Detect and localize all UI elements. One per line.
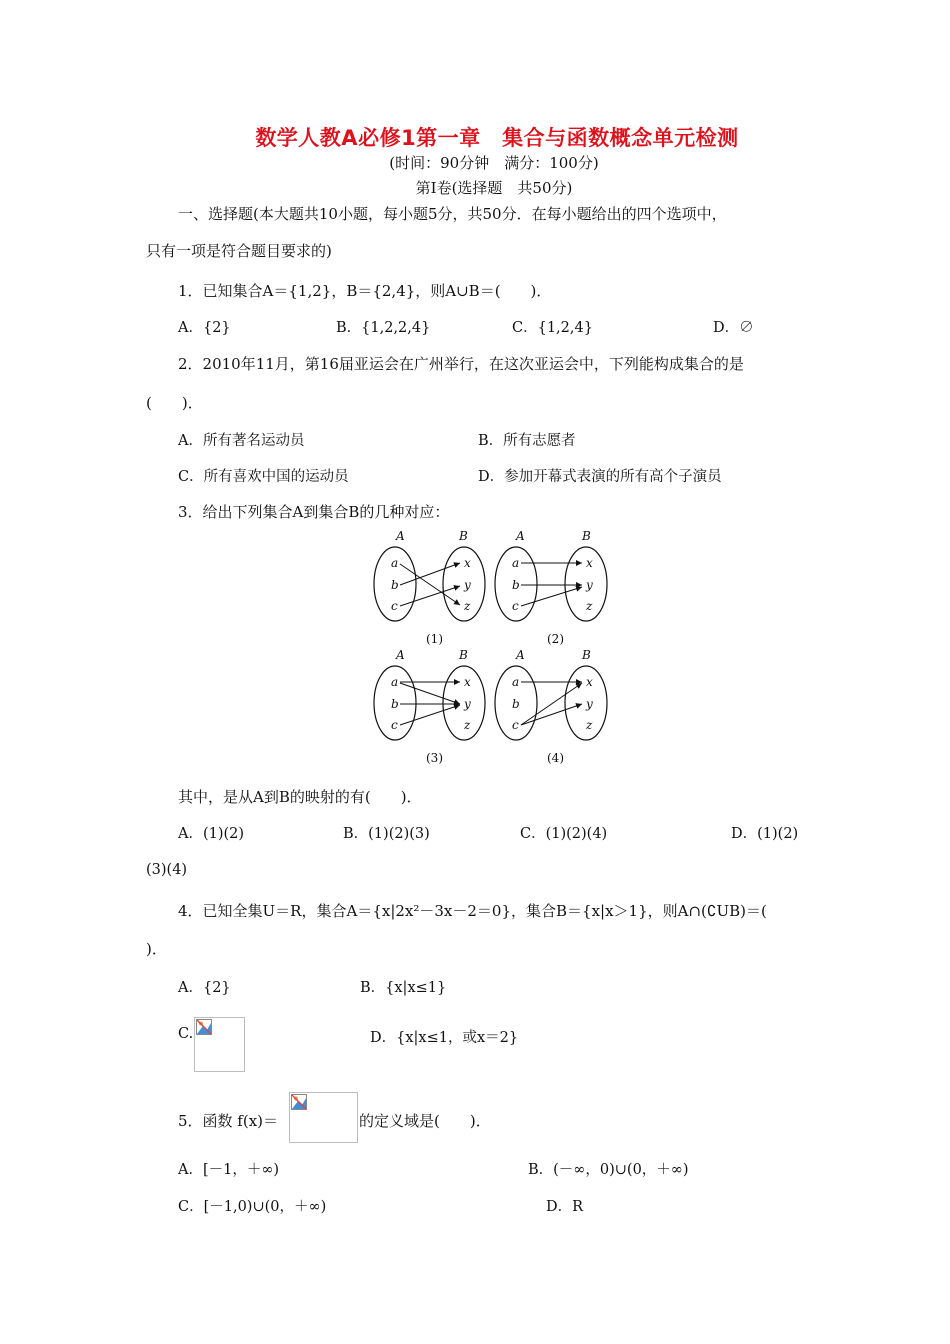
q5-option-a: A．[－1，＋∞) [178, 1162, 280, 1178]
elem-y: y [586, 697, 593, 711]
broken-image-icon [291, 1094, 307, 1110]
diagram-3-label-a: A [396, 648, 405, 662]
q5-stem-prefix: 5．函数 f(x)＝ [178, 1112, 279, 1130]
diagram-4-caption: (4) [547, 751, 564, 765]
elem-z: z [586, 599, 593, 613]
q2-option-c: C．所有喜欢中国的运动员 [178, 469, 349, 485]
q2-option-b: B．所有志愿者 [478, 433, 576, 449]
q4-stem-line1: 4．已知全集U＝R，集合A＝{x|2x²－3x－2＝0}，集合B＝{x|x＞1}，则A∩(∁UB)＝( [178, 902, 767, 920]
elem-b: b [391, 578, 399, 592]
elem-z: z [464, 599, 471, 613]
q4-stem-line2: )． [146, 940, 167, 958]
q4-option-a: A．{2} [178, 980, 231, 996]
q3-option-d: D．(1)(2) [731, 826, 799, 842]
elem-x: x [464, 556, 471, 570]
diagram-1-caption: (1) [426, 632, 443, 646]
q4-option-b: B．{x|x≤1} [360, 980, 447, 996]
q5-option-c: C．[－1,0)∪(0，＋∞) [178, 1199, 327, 1215]
elem-b: b [512, 697, 520, 711]
elem-y: y [464, 578, 471, 592]
q4-option-c: C. [178, 1026, 194, 1042]
diagram-2-label-a: A [516, 529, 525, 543]
q5-option-b: B．(－∞，0)∪(0，＋∞) [528, 1162, 689, 1178]
elem-y: y [464, 697, 471, 711]
diagram-2 [495, 529, 607, 646]
mapping-diagram [360, 527, 620, 772]
elem-c: c [391, 599, 398, 613]
q4-option-c-image [194, 1017, 245, 1072]
broken-image-icon [196, 1019, 212, 1035]
q3-question: 其中，是从A到B的映射的有( )． [178, 788, 422, 806]
elem-z: z [464, 718, 471, 732]
q3-option-a: A．(1)(2) [178, 826, 245, 842]
q1-stem: 1．已知集合A＝{1,2}，B＝{2,4}，则A∪B＝( )． [178, 282, 552, 300]
q3-option-b: B．(1)(2)(3) [343, 826, 430, 842]
elem-x: x [464, 675, 471, 689]
elem-c: c [391, 718, 398, 732]
elem-a: a [512, 675, 520, 689]
diagram-4-label-a: A [516, 648, 525, 662]
q1-option-c: C．{1,2,4} [512, 320, 593, 336]
elem-c: c [512, 599, 519, 613]
instructions-line1: 一、选择题(本大题共10小题，每小题5分，共50分．在每小题给出的四个选项中， [178, 205, 727, 223]
diagram-2-caption: (2) [547, 632, 564, 646]
diagram-3 [374, 648, 485, 765]
q3-option-c: C．(1)(2)(4) [520, 826, 608, 842]
diagram-1 [374, 529, 485, 646]
diagram-1-label-b: B [459, 529, 468, 543]
diagram-4-label-b: B [582, 648, 591, 662]
q5-option-d: D．R [546, 1199, 584, 1215]
elem-x: x [586, 675, 593, 689]
elem-x: x [586, 556, 593, 570]
elem-c: c [512, 718, 519, 732]
time-info: (时间：90分钟 满分：100分) [389, 154, 599, 172]
elem-y: y [586, 578, 593, 592]
q4-option-d: D．{x|x≤1，或x＝2} [370, 1030, 519, 1046]
diagram-4 [495, 648, 607, 765]
instructions-line2: 只有一项是符合题目要求的) [146, 242, 332, 260]
q2-stem-line1: 2．2010年11月，第16届亚运会在广州举行，在这次亚运会中，下列能构成集合的是 [178, 355, 744, 373]
q5-formula-image [289, 1092, 358, 1143]
diagram-2-label-b: B [582, 529, 591, 543]
diagram-3-caption: (3) [426, 751, 443, 765]
section-heading: 第Ⅰ卷(选择题 共50分) [415, 179, 573, 197]
q1-option-b: B．{1,2,2,4} [336, 320, 431, 336]
elem-a: a [391, 556, 399, 570]
q3-option-d-continued: (3)(4) [146, 862, 188, 878]
elem-b: b [391, 697, 399, 711]
q5-stem-suffix: 的定义域是( )． [359, 1112, 491, 1130]
elem-z: z [586, 718, 593, 732]
elem-a: a [391, 675, 399, 689]
q1-option-a: A．{2} [178, 320, 231, 336]
q3-stem: 3．给出下列集合A到集合B的几种对应： [178, 503, 450, 521]
elem-b: b [512, 578, 520, 592]
page-title: 数学人教A必修1第一章 集合与函数概念单元检测 [255, 126, 739, 150]
diagram-1-label-a: A [396, 529, 405, 543]
q1-option-d: D．∅ [713, 320, 754, 336]
q2-stem-line2: ( )． [146, 394, 203, 412]
q2-option-d: D．参加开幕式表演的所有高个子演员 [478, 469, 722, 485]
elem-a: a [512, 556, 520, 570]
diagram-3-label-b: B [459, 648, 468, 662]
q2-option-a: A．所有著名运动员 [178, 433, 305, 449]
